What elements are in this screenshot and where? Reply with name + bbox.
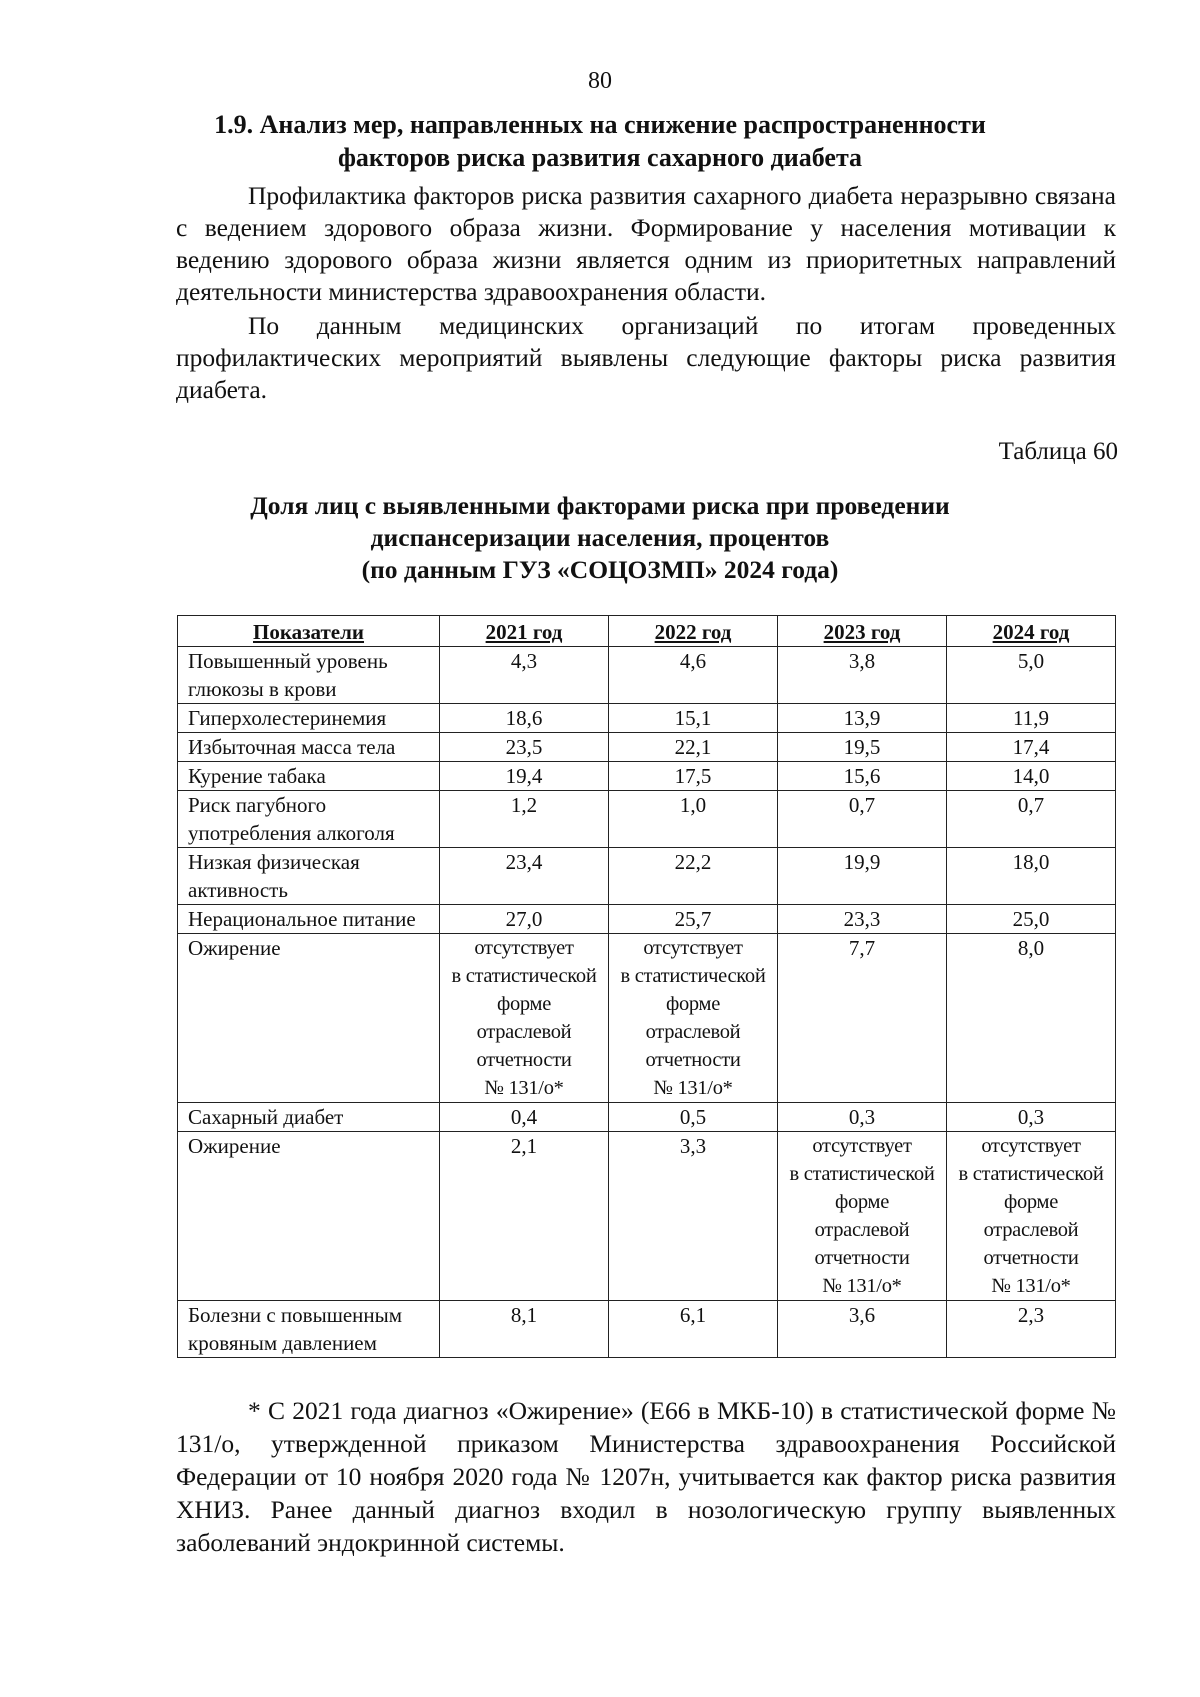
absent-note-cell [778,1132,947,1301]
note-line: в статистической [789,1163,935,1185]
value-cell: 27,0 [440,905,609,934]
value-cell: 23,4 [440,848,609,905]
value-cell: 2,1 [440,1132,609,1301]
section-heading-line: 1.9. Анализ мер, направленных на снижение распространенности [214,110,986,139]
value-cell: 4,3 [440,647,609,704]
value-cell: 0,4 [440,1103,609,1132]
row-label: Ожирение [178,934,440,1103]
value-cell: 3,6 [778,1301,947,1358]
table-row [178,704,1116,733]
absent-note-cell [440,934,609,1103]
value-cell: 3,3 [609,1132,778,1301]
note-line: отраслевой [983,1219,1079,1241]
paragraph: По данным медицинских организаций по итогам проведенных профилактических мероприятий выявлены следующие факторы риска развития диабета. [176,311,1116,404]
table-caption: Таблица 60 [998,438,1118,465]
footnote: * С 2021 года диагноз «Ожирение» (Е66 в МКБ-10) в статистической форме № 131/о, утвержденной приказом Министерства здравоохранения Российской Федерации от 10 ноября 2020 года № 1207н, учитывается как фактор риска развития ХНИЗ. Ранее данный диагноз входил в нозологическую группу выявленных заболеваний эндокринной системы. [176,1396,1116,1557]
note-line: отсутствует [643,937,743,959]
row-label: Гиперхолестеринемия [178,704,440,733]
table-row [178,791,1116,848]
table-row [178,1132,1116,1301]
value-cell: 25,7 [609,905,778,934]
note-line: отсутствует [812,1135,912,1157]
table-row [178,647,1116,704]
note-line: № 131/о* [822,1275,902,1297]
note-line: № 131/о* [653,1077,733,1099]
note-line: № 131/о* [484,1077,564,1099]
table-row [178,848,1116,905]
column-header: 2023 год [778,616,947,647]
value-cell: 4,6 [609,647,778,704]
table-title-line: диспансеризации населения, процентов [370,523,830,552]
value-cell: 11,9 [947,704,1116,733]
note-line: отраслевой [476,1021,572,1043]
table-title-line: Доля лиц с выявленными факторами риска при проведении [250,491,950,520]
note-line: в статистической [958,1163,1104,1185]
value-cell: 19,5 [778,733,947,762]
row-label: Ожирение [178,1132,440,1301]
note-line: отчетности [645,1049,741,1071]
value-cell: 8,1 [440,1301,609,1358]
note-line: отраслевой [814,1219,910,1241]
value-cell: 0,7 [778,791,947,848]
value-cell: 18,0 [947,848,1116,905]
column-header: 2022 год [609,616,778,647]
note-line: в статистической [620,965,766,987]
table-row [178,762,1116,791]
value-cell: 25,0 [947,905,1116,934]
note-line: отсутствует [474,937,574,959]
value-cell: 23,3 [778,905,947,934]
row-label: Сахарный диабет [178,1103,440,1132]
value-cell: 15,6 [778,762,947,791]
note-line: форме [1003,1191,1059,1213]
row-label: Курение табака [178,762,440,791]
absent-note-cell [947,1132,1116,1301]
table-body [178,647,1116,1358]
table-row [178,1301,1116,1358]
page-number: 80 [588,68,612,94]
column-header: 2024 год [947,616,1116,647]
value-cell: 0,7 [947,791,1116,848]
value-cell: 7,7 [778,934,947,1103]
value-cell: 13,9 [778,704,947,733]
value-cell: 1,2 [440,791,609,848]
value-cell: 22,1 [609,733,778,762]
value-cell: 17,5 [609,762,778,791]
column-header: Показатели [178,616,440,647]
note-line: отчетности [476,1049,572,1071]
paragraph: Профилактика факторов риска развития сахарного диабета неразрывно связана с ведением здорового образа жизни. Формирование у населения мотивации к ведению здорового образа жизни является одним из приоритетных направлений деятельности министерства здравоохранения области. [176,181,1116,306]
row-label: Повышенный уровень глюкозы в крови [178,647,440,704]
note-line: отчетности [814,1247,910,1269]
value-cell: 14,0 [947,762,1116,791]
note-line: в статистической [451,965,597,987]
value-cell: 22,2 [609,848,778,905]
value-cell: 0,5 [609,1103,778,1132]
row-label: Избыточная масса тела [178,733,440,762]
note-line: отраслевой [645,1021,741,1043]
value-cell: 19,9 [778,848,947,905]
value-cell: 19,4 [440,762,609,791]
value-cell: 8,0 [947,934,1116,1103]
row-label: Болезни с повышенным кровяным давлением [178,1301,440,1358]
value-cell: 6,1 [609,1301,778,1358]
absent-note-cell [609,934,778,1103]
value-cell: 5,0 [947,647,1116,704]
value-cell: 17,4 [947,733,1116,762]
table-title [160,490,1040,586]
section-heading [160,108,1040,174]
table-row [178,934,1116,1103]
value-cell: 3,8 [778,647,947,704]
note-line: форме [496,993,552,1015]
row-label: Нерациональное питание [178,905,440,934]
value-cell: 18,6 [440,704,609,733]
value-cell: 0,3 [947,1103,1116,1132]
note-line: форме [834,1191,890,1213]
row-label: Низкая физическая активность [178,848,440,905]
value-cell: 23,5 [440,733,609,762]
table-row [178,1103,1116,1132]
note-line: № 131/о* [991,1275,1071,1297]
risk-factors-table [177,615,1116,1358]
value-cell: 2,3 [947,1301,1116,1358]
note-line: отчетности [983,1247,1079,1269]
table-title-line: (по данным ГУЗ «СОЦОЗМП» 2024 года) [361,555,839,584]
note-line: отсутствует [981,1135,1081,1157]
value-cell: 0,3 [778,1103,947,1132]
table-header-row [178,616,1116,647]
value-cell: 15,1 [609,704,778,733]
value-cell: 1,0 [609,791,778,848]
table-row [178,905,1116,934]
table-row [178,733,1116,762]
note-line: форме [665,993,721,1015]
row-label: Риск пагубного употребления алкоголя [178,791,440,848]
section-heading-line: факторов риска развития сахарного диабета [337,143,863,172]
column-header: 2021 год [440,616,609,647]
